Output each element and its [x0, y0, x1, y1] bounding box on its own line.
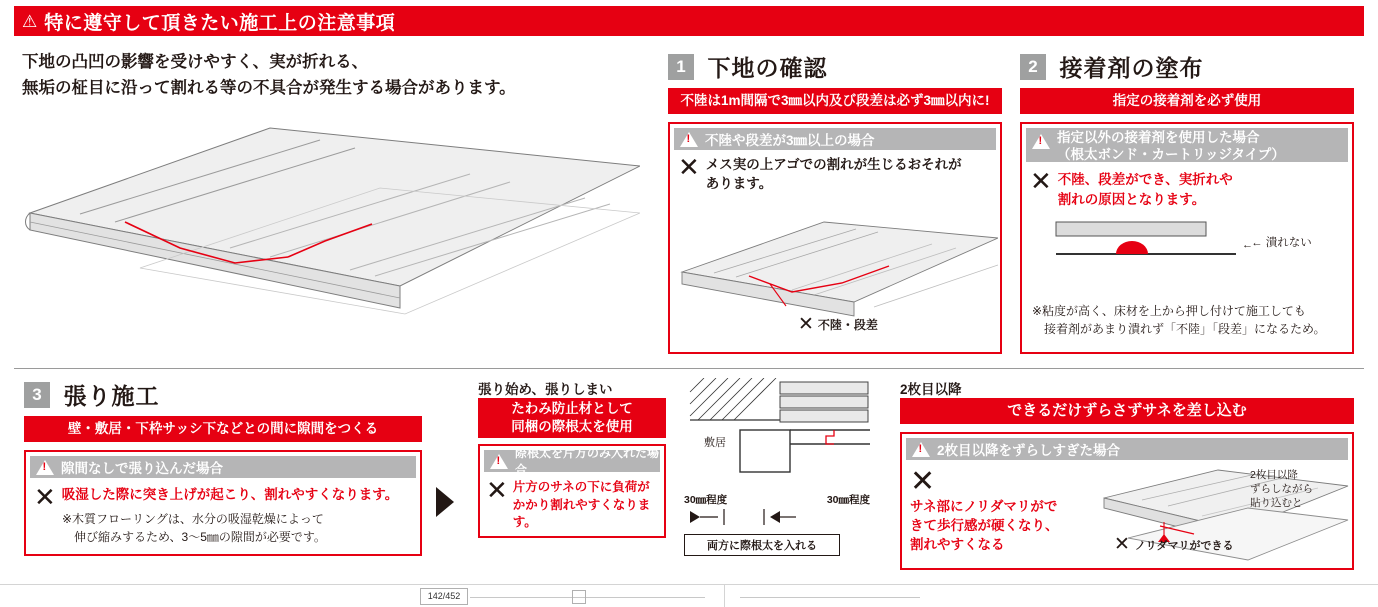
second-piece-note-3: 貼り込むと	[1250, 497, 1303, 510]
x-mark-icon: ✕	[34, 482, 56, 512]
section-1-callout	[798, 316, 878, 333]
threshold-diagram-svg	[684, 378, 874, 503]
section-1-title: 下地の確認	[707, 55, 828, 81]
section-2-x-line-1: 不陸、段差ができ、実折れや	[1057, 172, 1233, 187]
page-indicator[interactable]: 142/452	[420, 588, 468, 605]
bottom-square-marker[interactable]	[572, 590, 586, 604]
start-end-red-line-1: たわみ防止材として	[511, 400, 633, 416]
section-2-title: 接着剤の塗布	[1059, 55, 1204, 81]
section-3-title: 張り施工	[63, 383, 160, 409]
section-1-grey-bar-text: 不陸や段差が3㎜以上の場合	[705, 133, 875, 148]
flow-arrow-icon	[436, 487, 454, 517]
section-3-header	[24, 378, 159, 411]
second-piece-red-bar: できるだけずらさずサネを差し込む	[900, 398, 1354, 424]
warning-triangle-icon: ⚠	[22, 11, 38, 31]
dimension-arrows-svg	[684, 507, 870, 529]
section-2-footnote-2: 接着剤があまり潰れず「不陸」「段差」になるため。	[1044, 322, 1326, 336]
start-end-red-bar	[478, 398, 666, 438]
intro-line-2: 無垢の柾目に沿って割れる等の不具合が発生する場合があります。	[22, 78, 516, 97]
intro-text	[22, 50, 662, 101]
bottom-bar	[0, 584, 1378, 607]
second-piece-heading: 2枚目以降	[900, 382, 962, 397]
section-2-footnote-1: ※粘度が高く、床材を上から押し付けて施工しても	[1032, 304, 1306, 318]
section-1-x-note	[678, 152, 994, 194]
section-1-callout-text: 不陸・段差	[817, 318, 878, 333]
alert-triangle-icon	[680, 132, 698, 147]
second-piece-panel	[900, 432, 1354, 570]
section-1-header	[668, 50, 827, 83]
dimension-caption: 両方に際根太を入れる	[684, 534, 840, 556]
start-end-x-line-1: 片方のサネの下に負荷が	[512, 480, 650, 494]
bottom-separator	[724, 585, 725, 607]
bottom-rule-left	[470, 597, 705, 598]
second-piece-x-note	[910, 465, 1100, 555]
section-2-header	[1020, 50, 1203, 83]
section-3-note-1: ※木質フローリングは、水分の吸湿乾燥によって	[62, 512, 324, 526]
section-3-note-2: 伸び縮みするため、3〜5㎜の隙間が必要です。	[62, 530, 326, 544]
section-1-grey-bar	[674, 128, 996, 150]
section-2-panel	[1020, 122, 1354, 354]
start-end-heading: 張り始め、張りしまい	[478, 382, 613, 397]
start-end-grey-bar	[484, 446, 660, 477]
section-3-note	[62, 510, 326, 546]
start-end-panel	[478, 444, 666, 538]
alert-triangle-icon	[36, 460, 54, 475]
section-2-x-note	[1030, 166, 1346, 209]
second-piece-callout-text: ノリダマリができる	[1134, 539, 1234, 552]
threshold-diagram	[684, 378, 874, 503]
x-mark-icon-small: ✕	[798, 314, 814, 335]
plank-diagram-svg	[20, 118, 640, 338]
x-mark-icon: ✕	[1030, 166, 1052, 196]
start-end-x-note	[486, 475, 660, 532]
x-mark-icon: ✕	[486, 475, 508, 505]
bottom-rule-right	[740, 597, 920, 598]
section-1-panel	[668, 122, 1002, 354]
second-piece-grey-text: 2枚目以降をずらしすぎた場合	[937, 443, 1121, 458]
start-end-grey-text: 際根太を片方のみ入れた場合	[515, 446, 660, 477]
section-2-grey-line-2: （根太ボンド・カートリッジタイプ）	[1057, 146, 1285, 162]
second-piece-callout	[1114, 536, 1233, 553]
second-piece-x-line-3: 割れやすくなる	[910, 536, 1005, 552]
dimension-left: 30㎜程度	[684, 494, 728, 506]
alert-triangle-icon	[490, 454, 508, 469]
alert-triangle-icon	[1032, 134, 1050, 149]
second-piece-grey-bar	[906, 438, 1348, 460]
section-2-red-bar: 指定の接着剤を必ず使用	[1020, 88, 1354, 114]
section-3-grey-bar-text: 隙間なしで張り込んだ場合	[61, 461, 223, 476]
section-1-illustration	[674, 210, 998, 328]
banner-title: 特に遵守して頂きたい施工上の注意事項	[44, 12, 396, 34]
start-end-red-line-2: 同梱の際根太を使用	[511, 419, 633, 434]
section-divider	[14, 368, 1364, 369]
second-piece-x-line-2: きて歩行感が硬くなり、	[910, 517, 1059, 533]
x-mark-icon: ✕	[910, 465, 936, 498]
start-end-x-line-2: かかり割れやすくなります。	[512, 497, 651, 529]
dimension-block	[684, 492, 870, 556]
section-2-grey-line-1: 指定以外の接着剤を使用した場合	[1057, 130, 1260, 145]
warning-banner	[14, 6, 1364, 36]
second-piece-note-2: ずらしながら	[1250, 483, 1313, 496]
section-2-x-line-2: 割れの原因となります。	[1057, 191, 1206, 207]
section-2-footnote	[1032, 302, 1326, 338]
section-2-grey-bar	[1026, 128, 1348, 162]
x-mark-icon: ✕	[678, 152, 700, 182]
section-3-grey-bar	[30, 456, 416, 478]
second-piece-note-1: 2枚目以降	[1250, 469, 1298, 481]
section-1-red-bar: 不陸は1m間隔で3㎜以内及び段差は必ず3㎜以内に!	[668, 88, 1002, 114]
flooring-plank-illustration	[20, 118, 640, 338]
svg-text:敷居: 敷居	[704, 437, 726, 449]
section-1-number: 1	[668, 54, 694, 80]
intro-line-1: 下地の凸凹の影響を受けやすく、実が折れる、	[22, 53, 369, 71]
dimension-labels	[684, 492, 870, 507]
section-2-adhesive-diagram	[1046, 216, 1346, 272]
section-2-number: 2	[1020, 54, 1046, 80]
section-3-x-note	[34, 482, 414, 512]
section-1-x-line-1: メス実の上アゴでの割れが生じるおそれが	[705, 157, 962, 172]
section-3-red-bar: 壁・敷居・下枠サッシ下などとの間に隙間をつくる	[24, 416, 422, 442]
dimension-right: 30㎜程度	[826, 494, 870, 506]
section-3-number: 3	[24, 382, 50, 408]
section-3-panel	[24, 450, 422, 556]
section-1-diagram-svg	[674, 210, 998, 328]
svg-text:←: ←	[1242, 239, 1253, 251]
section-2-diagram-note: ← 潰れない	[1251, 237, 1312, 249]
section-1-x-line-2: あります。	[705, 175, 773, 191]
x-mark-icon-small: ✕	[1114, 534, 1130, 555]
second-piece-x-line-1: サネ部にノリダマリがで	[910, 499, 1058, 514]
second-piece-diagram-note	[1250, 468, 1313, 511]
section-3-x-text: 吸湿した際に突き上げが起こり、割れやすくなります。	[61, 487, 399, 502]
alert-triangle-icon	[912, 442, 930, 457]
